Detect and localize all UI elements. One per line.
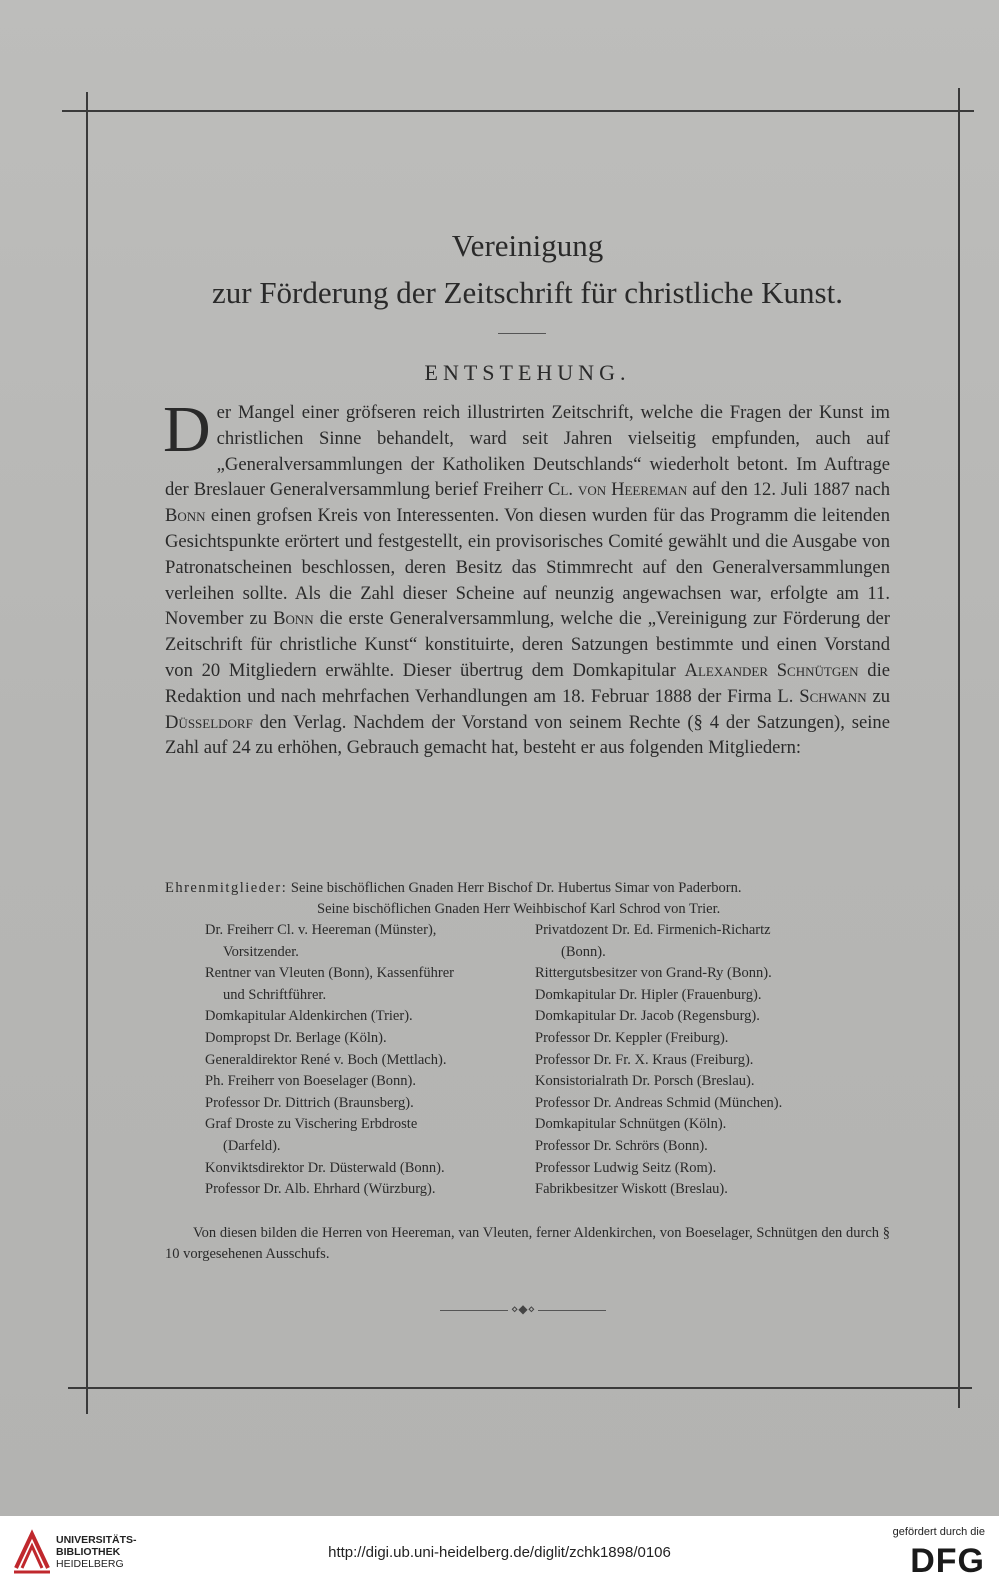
body-name-smallcaps: Bonn bbox=[165, 505, 206, 527]
member-entry: Professor Dr. Andreas Schmid (München). bbox=[535, 1094, 783, 1111]
funded-by-text: gefördert durch die bbox=[892, 1526, 985, 1538]
member-entry: Fabrikbesitzer Wiskott (Breslau). bbox=[535, 1181, 728, 1198]
honorary-members bbox=[165, 878, 890, 920]
frame-left-line bbox=[86, 92, 88, 1414]
body-text-segment: auf den 12. Juli 1887 nach bbox=[687, 479, 890, 501]
library-line-3: HEIDELBERG bbox=[56, 1558, 124, 1570]
body-text bbox=[163, 393, 890, 761]
ornament-divider bbox=[433, 1302, 613, 1317]
member-entry: Rittergutsbesitzer von Grand-Ry (Bonn). bbox=[535, 965, 772, 982]
honor-line-1 bbox=[165, 878, 890, 899]
member-entry: Professor Dr. Schrörs (Bonn). bbox=[535, 1137, 708, 1154]
footer-bar bbox=[0, 1516, 999, 1590]
body-name-smallcaps: Düsseldorf bbox=[165, 711, 253, 733]
member-entry-continuation: (Darfeld). bbox=[223, 1137, 281, 1154]
member-entry: Domkapitular Schnütgen (Köln). bbox=[535, 1116, 727, 1133]
member-entry: Domkapitular Aldenkirchen (Trier). bbox=[205, 1008, 413, 1025]
ornament-line-left bbox=[440, 1310, 508, 1311]
member-entry: Dr. Freiherr Cl. v. Heereman (Münster), bbox=[205, 922, 437, 938]
frame-bottom-line bbox=[68, 1387, 972, 1389]
body-text-segment: die Redaktion und nach mehrfachen Verhandlungen am 18. Februar 1888 der Firma L. bbox=[165, 659, 890, 707]
dfg-logo[interactable]: DFG bbox=[910, 1542, 985, 1580]
member-entry: Graf Droste zu Vischering Erbdroste bbox=[205, 1116, 418, 1133]
member-entry: Domkapitular Dr. Hipler (Frauenburg). bbox=[535, 986, 762, 1003]
member-entry: Professor Ludwig Seitz (Rom). bbox=[535, 1159, 717, 1176]
member-entry-continuation: Vorsitzender. bbox=[223, 943, 299, 960]
section-heading: ENTSTEHUNG. bbox=[424, 360, 631, 385]
honor-member-1: Seine bischöflichen Gnaden Herr Bischof Dr. Hubertus Simar von Paderborn. bbox=[290, 880, 742, 896]
body-name-smallcaps: Bonn bbox=[273, 608, 314, 630]
ornament-glyph: ⋄◆⋄ bbox=[510, 1302, 536, 1316]
body-text-segment: zu bbox=[866, 685, 890, 707]
member-entry: Professor Dr. Dittrich (Braunsberg). bbox=[205, 1094, 414, 1111]
member-entry: Domkapitular Dr. Jacob (Regensburg). bbox=[535, 1008, 760, 1025]
member-entry: Konsistorialrath Dr. Porsch (Breslau). bbox=[535, 1073, 755, 1090]
closing-paragraph: Von diesen bilden die Herren von Heereman, van Vleuten, ferner Aldenkirchen, von Boeselager, Schnütgen den durch § 10 vorgesehenen Ausschufs. bbox=[165, 1224, 890, 1262]
member-entry: Professor Dr. Keppler (Freiburg). bbox=[535, 1029, 729, 1046]
member-entry: Dompropst Dr. Berlage (Köln). bbox=[205, 1029, 387, 1046]
member-entry: Privatdozent Dr. Ed. Firmenich-Richartz bbox=[535, 922, 771, 938]
body-text-segment: einen grofsen Kreis von Interessenten. Von diesen wurden für das Programm die leitenden Gesichtspunkte erörtert und festgestellt, ein provisorisches Comité gewählt und die Ausgabe von Patronatscheinen beschlossen, deren Besitz das Stimmrecht auf den Generalversammlungen verleihen sollte. Als die Zahl dieser Scheine auf neunzig angewachsen war, erfolgte am 11. November zu bbox=[165, 505, 890, 630]
honor-member-2: Seine bischöflichen Gnaden Herr Weihbischof Karl Schrod von Trier. bbox=[317, 901, 721, 917]
members-left-column bbox=[205, 920, 525, 1201]
frame-right-line bbox=[958, 88, 960, 1408]
drop-cap: D bbox=[163, 393, 211, 466]
library-line-2: BIBLIOTHEK bbox=[56, 1546, 121, 1558]
library-line-1: UNIVERSITÄTS- bbox=[56, 1534, 137, 1546]
members-right-column bbox=[535, 920, 895, 1201]
title-line-2: zur Förderung der Zeitschrift für christliche Kunst. bbox=[211, 275, 843, 310]
member-entry-continuation: (Bonn). bbox=[561, 943, 606, 960]
body-name-smallcaps: Schwann bbox=[799, 685, 867, 707]
body-text-segment: den Verlag. Nachdem der Vorstand von seinem Rechte (§ 4 der Satzungen), seine Zahl auf 24 zu erhöhen, Gebrauch gemacht hat, besteht er aus folgenden Mitgliedern: bbox=[165, 711, 890, 759]
member-entry: Generaldirektor René v. Boch (Mettlach). bbox=[205, 1051, 447, 1068]
document-url-link[interactable]: http://digi.ub.uni-heidelberg.de/diglit/zchk1898/0106 bbox=[328, 1544, 671, 1561]
member-entry: Professor Dr. Fr. X. Kraus (Freiburg). bbox=[535, 1051, 754, 1068]
title-line-1: Vereinigung bbox=[451, 228, 604, 263]
frame-top-line bbox=[62, 110, 974, 112]
body-paragraph bbox=[163, 393, 890, 761]
member-entry: Ph. Freiherr von Boeselager (Bonn). bbox=[205, 1073, 417, 1090]
member-entry: Konviktsdirektor Dr. Düsterwald (Bonn). bbox=[205, 1159, 445, 1176]
body-text-segment: er Mangel einer gröfseren reich illustrirten Zeitschrift, welche die Fragen der Kunst im christlichen Sinne behandelt, ward seit Jahren vielseitig empfunden, auch auf „Generalversammlungen der Katholiken Deutschlands“ wiederholt betont. Im Auftrage der Breslauer Generalversammlung berief Freiherr bbox=[165, 402, 890, 501]
member-entry-continuation: und Schriftführer. bbox=[223, 986, 327, 1003]
honor-label: Ehrenmitglieder: bbox=[165, 880, 288, 896]
body-text-segment: die erste Generalversammlung, welche die „Vereinigung zur Förderung der Zeitschrift für christliche Kunst“ konstituirte, deren Satzungen bestimmte und einen Vorstand von 20 Mitgliedern erwählte. Dieser übertrug dem Domkapitular bbox=[165, 608, 890, 681]
ornament-line-right bbox=[538, 1310, 606, 1311]
body-name-smallcaps: Alexander Schnütgen bbox=[684, 659, 859, 681]
body-name-smallcaps: Cl. von Heereman bbox=[548, 479, 688, 501]
member-entry: Professor Dr. Alb. Ehrhard (Würzburg). bbox=[205, 1181, 436, 1198]
title-divider bbox=[498, 333, 546, 334]
member-entry: Rentner van Vleuten (Bonn), Kassenführer bbox=[205, 965, 454, 982]
